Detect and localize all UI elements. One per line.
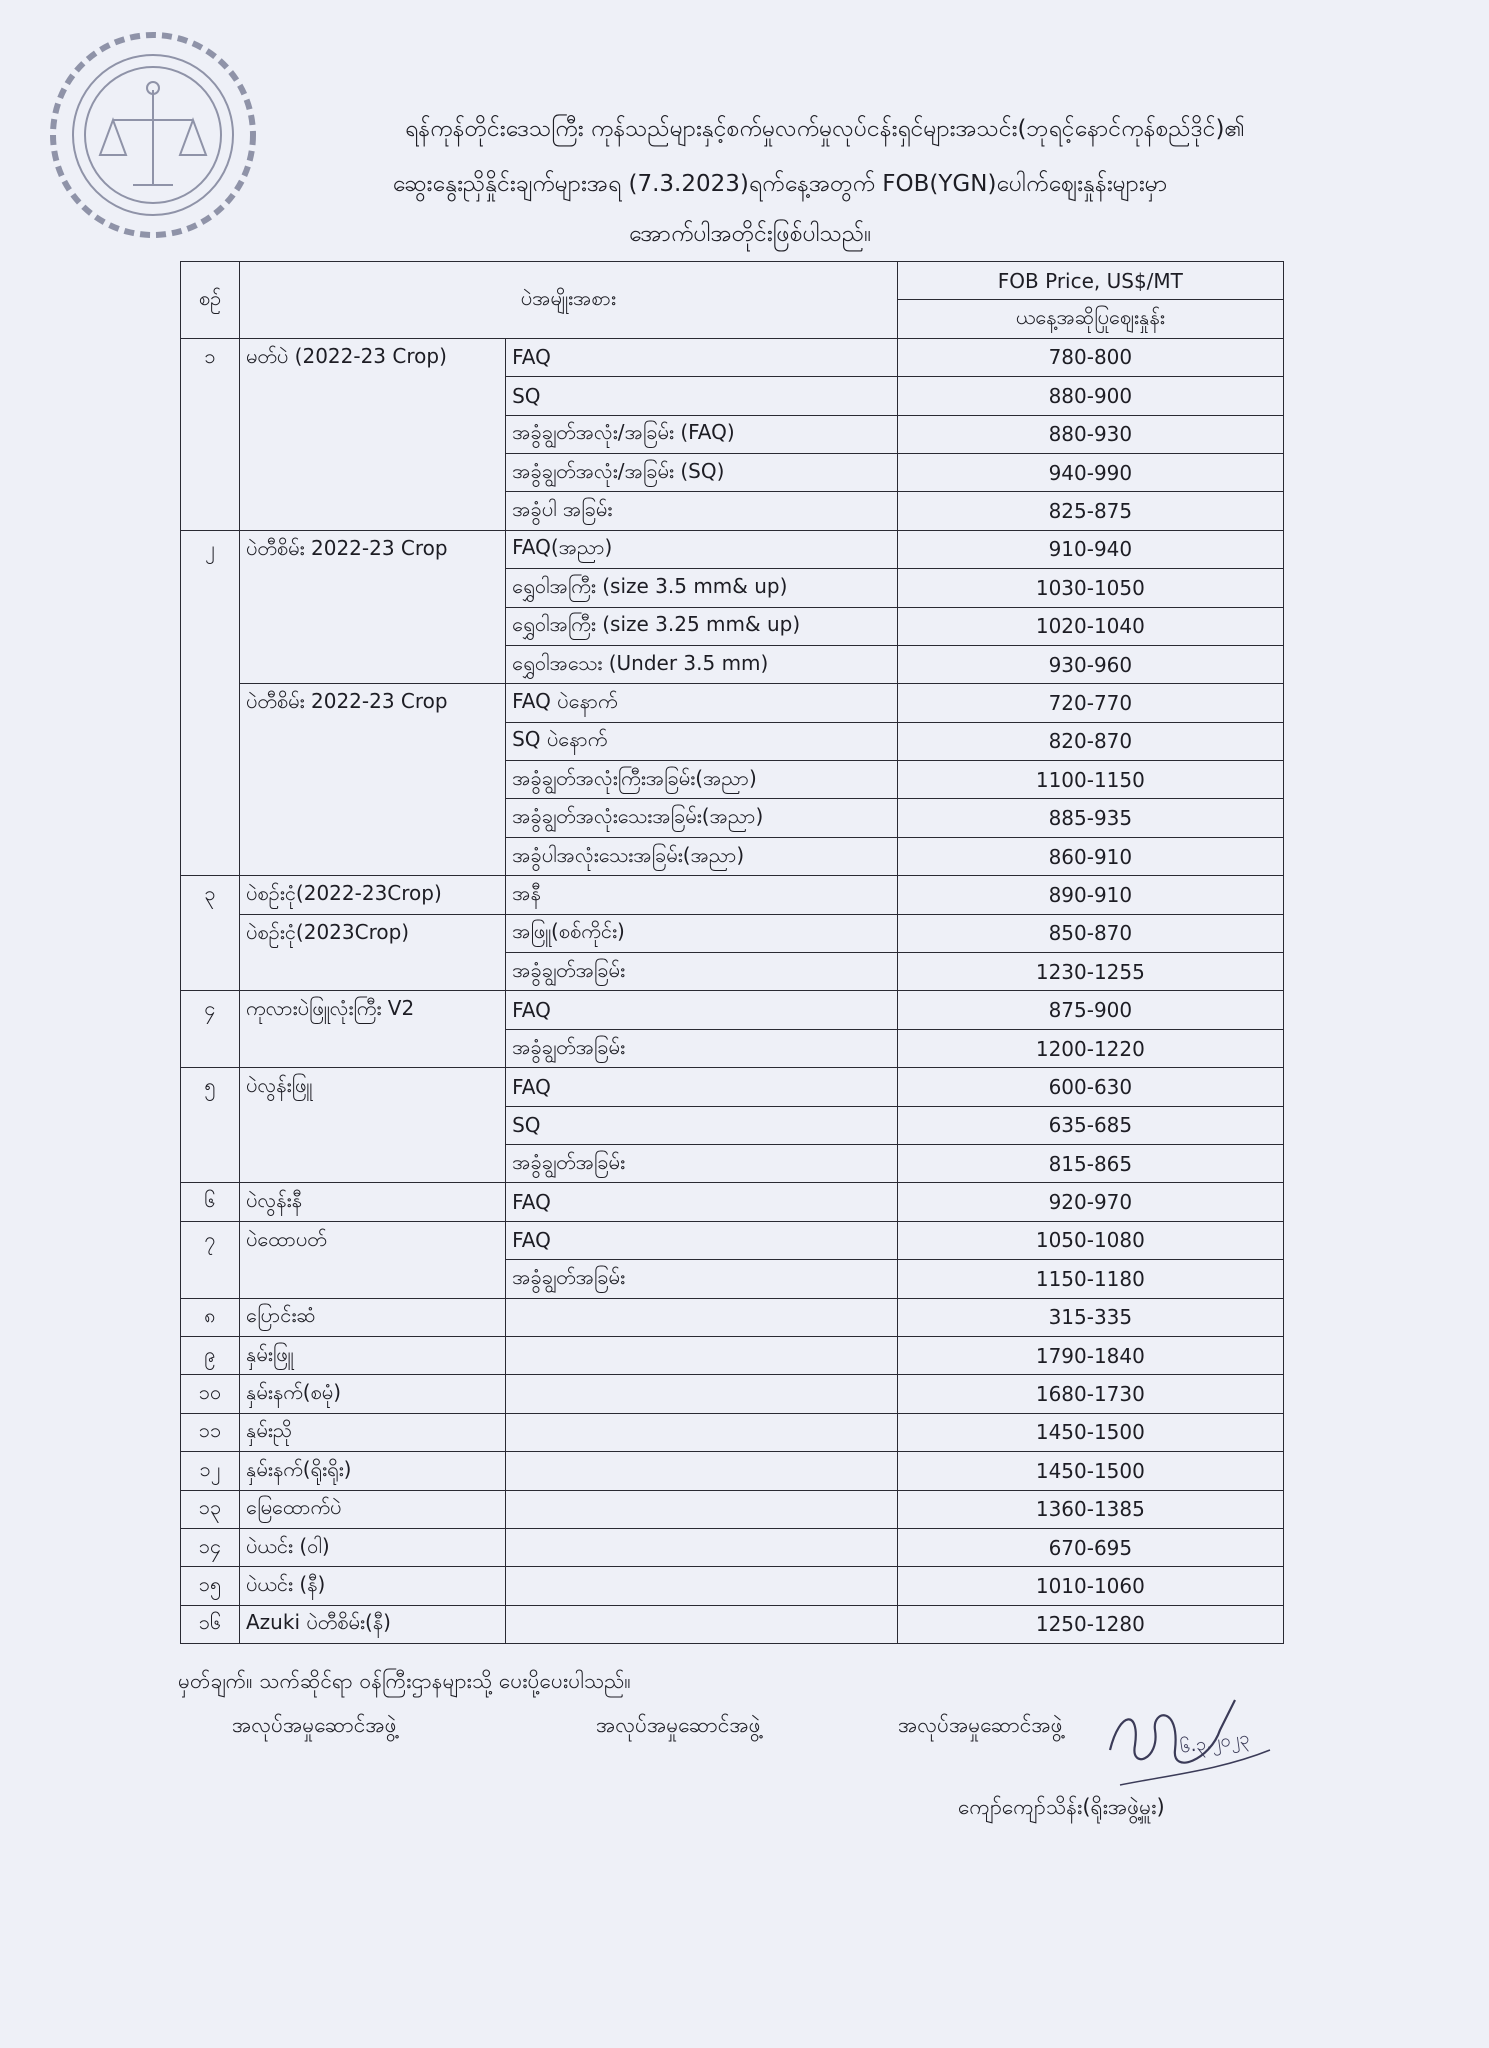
table-row <box>181 607 1284 645</box>
row-grade: SQ <box>506 1106 898 1144</box>
row-grade: အနီ <box>506 876 898 914</box>
row-grade: FAQ <box>506 991 898 1029</box>
row-grade: အခွံပါ အခြမ်း <box>506 492 898 530</box>
table-row <box>181 1183 1284 1221</box>
row-grade: FAQ <box>506 1221 898 1259</box>
row-grade: ရွှေဝါအကြီး (size 3.25 mm& up) <box>506 607 898 645</box>
table-header-row <box>181 262 1284 300</box>
row-price: 820-870 <box>897 722 1283 760</box>
table-row <box>181 1490 1284 1528</box>
row-bean-item <box>240 953 506 991</box>
row-bean-item: နှမ်းဖြူ <box>240 1336 506 1374</box>
row-bean-item: ပဲစဉ်းငုံ(2023Crop) <box>240 914 506 952</box>
row-price: 720-770 <box>897 684 1283 722</box>
row-serial-no: ၁၆ <box>181 1605 240 1643</box>
row-serial-no <box>181 953 240 991</box>
table-row <box>181 453 1284 491</box>
row-bean-item <box>240 569 506 607</box>
row-price: 635-685 <box>897 1106 1283 1144</box>
row-price: 1790-1840 <box>897 1336 1283 1374</box>
table-row <box>181 1298 1284 1336</box>
table-row <box>181 876 1284 914</box>
row-bean-item <box>240 453 506 491</box>
row-bean-item <box>240 645 506 683</box>
row-price: 670-695 <box>897 1528 1283 1566</box>
row-serial-no <box>181 377 240 415</box>
row-serial-no: ၄ <box>181 991 240 1029</box>
row-serial-no <box>181 761 240 799</box>
row-grade: FAQ <box>506 1068 898 1106</box>
header-line-2: ဆွေးနွေးညှိနှိုင်းချက်များအရ (7.3.2023)ရက်နေ့အတွက် FOB(YGN)ပေါက်ဈေးနှုန်းများမှာ <box>392 171 1168 197</box>
row-price: 1450-1500 <box>897 1452 1283 1490</box>
table-row <box>181 1336 1284 1374</box>
table-row <box>181 991 1284 1029</box>
row-serial-no: ၈ <box>181 1298 240 1336</box>
table-row <box>181 569 1284 607</box>
row-bean-item: ပြောင်းဆံ <box>240 1298 506 1336</box>
header-serial-no: စဉ် <box>181 262 240 339</box>
row-grade: FAQ <box>506 338 898 376</box>
row-grade <box>506 1567 898 1605</box>
association-seal-logo <box>38 20 268 250</box>
row-bean-item <box>240 837 506 875</box>
row-serial-no <box>181 1106 240 1144</box>
row-grade: အခွံချွတ်အခြမ်း <box>506 953 898 991</box>
row-serial-no <box>181 1260 240 1298</box>
row-serial-no: ၂ <box>181 530 240 568</box>
header-fob-price: FOB Price, US$/MT <box>897 262 1283 300</box>
table-row <box>181 377 1284 415</box>
row-bean-item <box>240 1106 506 1144</box>
row-bean-item: ပဲယင်း (ဝါ) <box>240 1528 506 1566</box>
signature-label-1: အလုပ်အမှုဆောင်အဖွဲ့ <box>232 1713 397 1737</box>
row-grade: FAQ <box>506 1183 898 1221</box>
row-serial-no: ၆ <box>181 1183 240 1221</box>
fob-price-table <box>180 261 1284 1644</box>
table-row <box>181 1605 1284 1643</box>
row-serial-no: ၁၃ <box>181 1490 240 1528</box>
row-bean-item: ကုလားပဲဖြူလုံးကြီး V2 <box>240 991 506 1029</box>
row-grade: ရွှေဝါအကြီး (size 3.5 mm& up) <box>506 569 898 607</box>
row-bean-item <box>240 415 506 453</box>
row-serial-no <box>181 492 240 530</box>
row-bean-item <box>240 607 506 645</box>
row-serial-no <box>181 415 240 453</box>
row-price: 880-930 <box>897 415 1283 453</box>
row-bean-item <box>240 492 506 530</box>
row-price: 1200-1220 <box>897 1029 1283 1067</box>
row-price: 850-870 <box>897 914 1283 952</box>
row-grade <box>506 1298 898 1336</box>
row-grade: အခွံချွတ်အလုံးကြီးအခြမ်း(အညာ) <box>506 761 898 799</box>
header-line-1: ရန်ကုန်တိုင်းဒေသကြီး ကုန်သည်များနှင့်စက်မှုလက်မှုလုပ်ငန်းရှင်များအသင်း(ဘုရင့်နောင်ကုန်စည်ဒိုင်)၏ <box>405 116 1245 142</box>
row-bean-item <box>240 377 506 415</box>
row-price: 1230-1255 <box>897 953 1283 991</box>
row-serial-no <box>181 722 240 760</box>
row-price: 1360-1385 <box>897 1490 1283 1528</box>
row-price: 825-875 <box>897 492 1283 530</box>
row-serial-no: ၃ <box>181 876 240 914</box>
row-price: 780-800 <box>897 338 1283 376</box>
table-row <box>181 415 1284 453</box>
row-price: 910-940 <box>897 530 1283 568</box>
row-grade: အဖြူ(စစ်ကိုင်း) <box>506 914 898 952</box>
table-row <box>181 645 1284 683</box>
row-price: 875-900 <box>897 991 1283 1029</box>
row-bean-item: ပဲယင်း (နီ) <box>240 1567 506 1605</box>
row-price: 1250-1280 <box>897 1605 1283 1643</box>
row-bean-item: Azuki ပဲတီစိမ်း(နီ) <box>240 1605 506 1643</box>
row-grade <box>506 1336 898 1374</box>
table-row <box>181 1144 1284 1182</box>
row-bean-item: ပဲလွန်းဖြူ <box>240 1068 506 1106</box>
row-price: 815-865 <box>897 1144 1283 1182</box>
row-serial-no <box>181 799 240 837</box>
handwritten-date: ၆.၃.၂၀၂၃ <box>1178 1727 1251 1758</box>
row-grade <box>506 1452 898 1490</box>
row-bean-item: နှမ်းနက်(ရိုးရိုး) <box>240 1452 506 1490</box>
row-serial-no: ၁၀ <box>181 1375 240 1413</box>
table-row <box>181 1221 1284 1259</box>
row-price: 1010-1060 <box>897 1567 1283 1605</box>
row-serial-no: ၉ <box>181 1336 240 1374</box>
header-proposed-price: ယနေ့အဆိုပြုဈေးနှုန်း <box>897 300 1283 338</box>
row-price: 930-960 <box>897 645 1283 683</box>
row-serial-no <box>181 607 240 645</box>
row-bean-item: နှမ်းညို <box>240 1413 506 1451</box>
table-row <box>181 1029 1284 1067</box>
table-row <box>181 1260 1284 1298</box>
row-bean-item: နှမ်းနက်(စမုံ) <box>240 1375 506 1413</box>
row-bean-item <box>240 761 506 799</box>
row-grade: အခွံချွတ်အလုံး/အခြမ်း (FAQ) <box>506 415 898 453</box>
row-price: 600-630 <box>897 1068 1283 1106</box>
table-row <box>181 530 1284 568</box>
table-row <box>181 684 1284 722</box>
row-grade: အခွံချွတ်အခြမ်း <box>506 1260 898 1298</box>
row-bean-item: ပဲထောပတ် <box>240 1221 506 1259</box>
row-serial-no: ၅ <box>181 1068 240 1106</box>
row-grade: FAQ(အညာ) <box>506 530 898 568</box>
row-grade: အခွံချွတ်အခြမ်း <box>506 1144 898 1182</box>
row-bean-item: ပဲတီစိမ်း 2022-23 Crop <box>240 684 506 722</box>
table-row <box>181 1106 1284 1144</box>
row-serial-no <box>181 837 240 875</box>
header-bean-type: ပဲအမျိုးအစား <box>240 262 898 339</box>
row-price: 940-990 <box>897 453 1283 491</box>
row-serial-no: ၁၁ <box>181 1413 240 1451</box>
row-serial-no: ၁၅ <box>181 1567 240 1605</box>
row-grade <box>506 1375 898 1413</box>
row-grade: FAQ ပဲနောက် <box>506 684 898 722</box>
row-price: 1150-1180 <box>897 1260 1283 1298</box>
row-serial-no <box>181 453 240 491</box>
signature-label-2: အလုပ်အမှုဆောင်အဖွဲ့ <box>596 1713 761 1737</box>
row-price: 890-910 <box>897 876 1283 914</box>
row-bean-item <box>240 799 506 837</box>
row-grade: အခွံချွတ်အလုံးသေးအခြမ်း(အညာ) <box>506 799 898 837</box>
footer-note: မှတ်ချက်။ သက်ဆိုင်ရာ ဝန်ကြီးဌာနများသို့ ပေးပို့ပေးပါသည်။ <box>178 1669 631 1693</box>
table-row <box>181 837 1284 875</box>
table-row <box>181 953 1284 991</box>
table-row <box>181 338 1284 376</box>
table-row <box>181 1413 1284 1451</box>
row-serial-no: ၁ <box>181 338 240 376</box>
row-grade <box>506 1490 898 1528</box>
signer-name: ကျော်ကျော်သိန်း(ရိုးအဖွဲ့မှူး) <box>958 1795 1165 1819</box>
row-price: 880-900 <box>897 377 1283 415</box>
row-bean-item: မတ်ပဲ (2022-23 Crop) <box>240 338 506 376</box>
row-serial-no <box>181 1144 240 1182</box>
row-price: 920-970 <box>897 1183 1283 1221</box>
row-price: 1050-1080 <box>897 1221 1283 1259</box>
table-row <box>181 1375 1284 1413</box>
table-row <box>181 1528 1284 1566</box>
row-serial-no <box>181 569 240 607</box>
table-row <box>181 761 1284 799</box>
row-bean-item: ပဲစဉ်းငုံ(2022-23Crop) <box>240 876 506 914</box>
row-serial-no: ၁၂ <box>181 1452 240 1490</box>
row-grade <box>506 1528 898 1566</box>
table-row <box>181 722 1284 760</box>
row-price: 1450-1500 <box>897 1413 1283 1451</box>
row-grade: အခွံချွတ်အခြမ်း <box>506 1029 898 1067</box>
row-price: 315-335 <box>897 1298 1283 1336</box>
row-bean-item <box>240 1029 506 1067</box>
row-serial-no <box>181 914 240 952</box>
row-grade: အခွံချွတ်အလုံး/အခြမ်း (SQ) <box>506 453 898 491</box>
row-price: 885-935 <box>897 799 1283 837</box>
row-grade <box>506 1605 898 1643</box>
row-price: 1100-1150 <box>897 761 1283 799</box>
header-line-3: အောက်ပါအတိုင်းဖြစ်ပါသည်။ <box>628 221 872 247</box>
row-bean-item: ပဲလွန်းနီ <box>240 1183 506 1221</box>
row-serial-no: ၁၄ <box>181 1528 240 1566</box>
table-row <box>181 492 1284 530</box>
table-row <box>181 1452 1284 1490</box>
table-body <box>181 338 1284 1643</box>
row-grade <box>506 1413 898 1451</box>
row-bean-item <box>240 1144 506 1182</box>
table-row <box>181 1567 1284 1605</box>
table-row <box>181 799 1284 837</box>
row-price: 1030-1050 <box>897 569 1283 607</box>
row-serial-no <box>181 684 240 722</box>
row-serial-no <box>181 1029 240 1067</box>
row-bean-item <box>240 722 506 760</box>
row-price: 1680-1730 <box>897 1375 1283 1413</box>
row-grade: SQ ပဲနောက် <box>506 722 898 760</box>
row-grade: SQ <box>506 377 898 415</box>
table-row <box>181 1068 1284 1106</box>
row-grade: ရွှေဝါအသေး (Under 3.5 mm) <box>506 645 898 683</box>
row-serial-no: ၇ <box>181 1221 240 1259</box>
row-serial-no <box>181 645 240 683</box>
row-price: 1020-1040 <box>897 607 1283 645</box>
table-row <box>181 914 1284 952</box>
row-grade: အခွံပါအလုံးသေးအခြမ်း(အညာ) <box>506 837 898 875</box>
row-bean-item <box>240 1260 506 1298</box>
row-price: 860-910 <box>897 837 1283 875</box>
row-bean-item: မြေထောက်ပဲ <box>240 1490 506 1528</box>
row-bean-item: ပဲတီစိမ်း 2022-23 Crop <box>240 530 506 568</box>
signature-label-3: အလုပ်အမှုဆောင်အဖွဲ့ <box>898 1713 1063 1737</box>
